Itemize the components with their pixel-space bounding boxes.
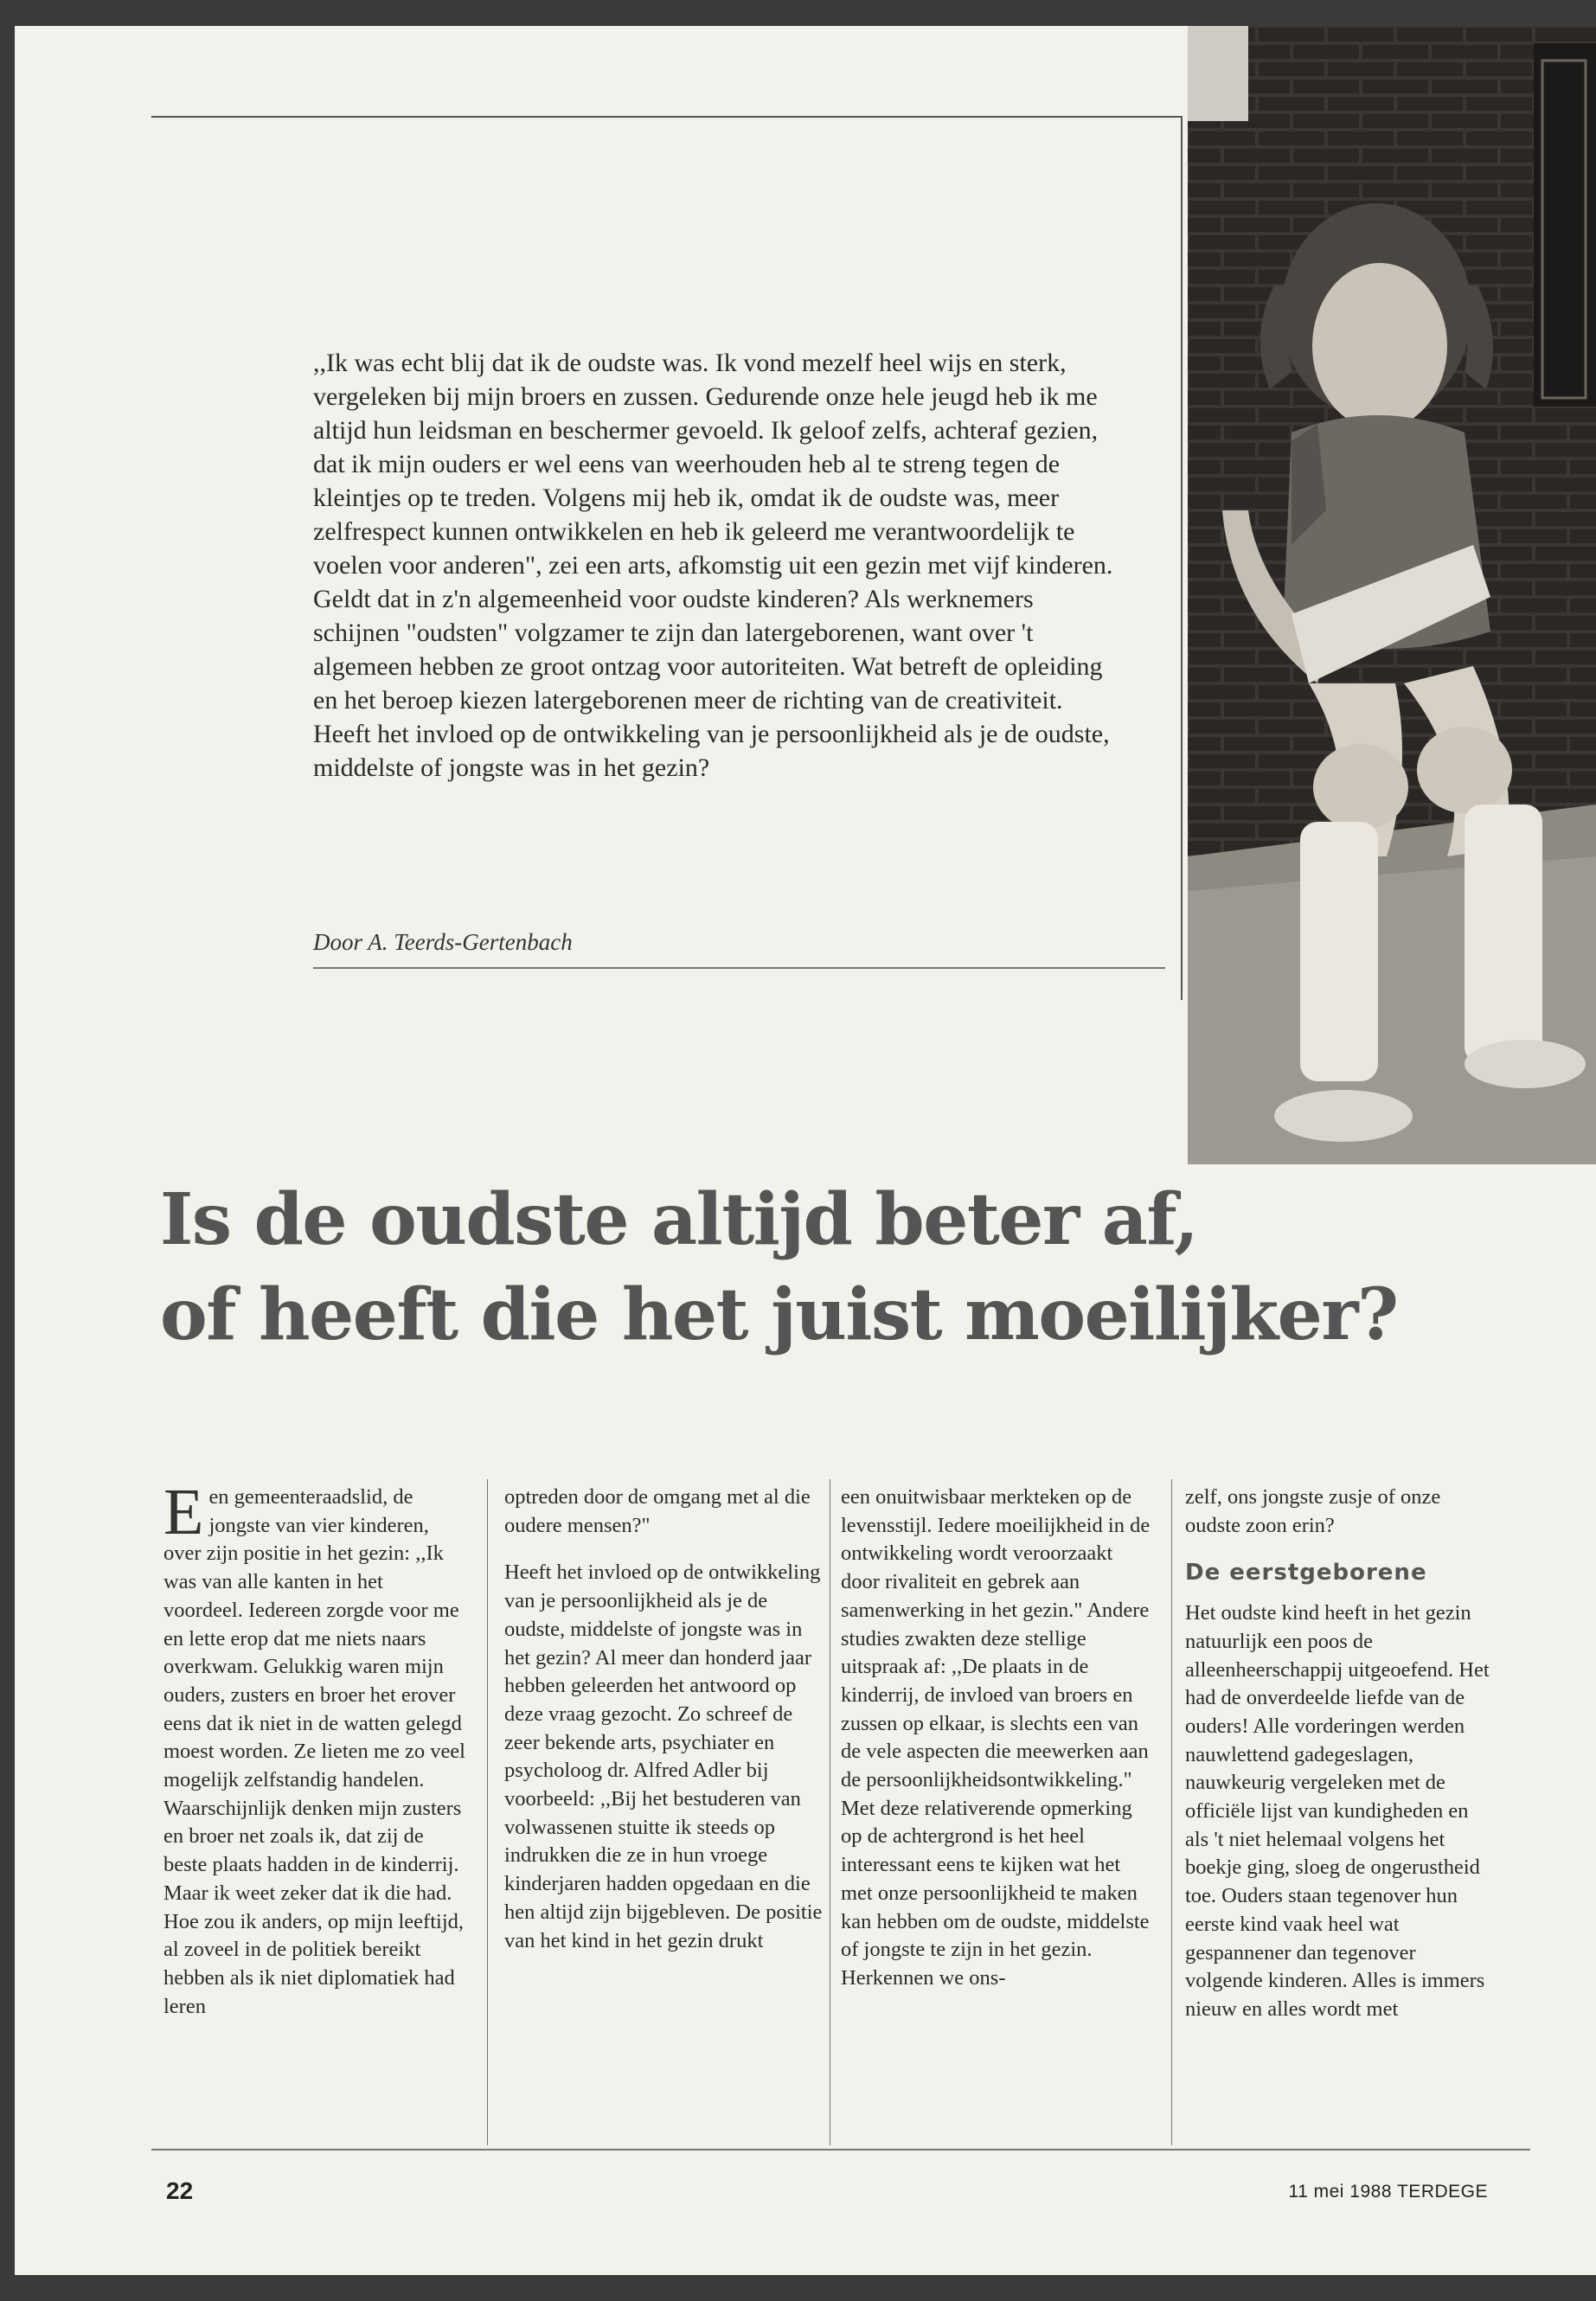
drop-cap: E — [163, 1484, 204, 1548]
photo-girl-reading — [1188, 26, 1596, 1164]
column-3-paragraph: een onuitwisbaar merkteken op de levensstijl. Iedere moeilijkheid in de ontwikkeling wordt veroorzaakt door rivaliteit en gebrek aan samenwerking in het gezin." Andere studies zwakten deze stellige uitspraak af: ,,De plaats in de kinderrij, de invloed van broers en zussen op elkaar, is slechts een van de vele aspecten die meewerken aan de persoonlijkheidsontwikkeling." Met deze relativerende opmerking op de achtergrond is het heel interessant eens te kijken wat het met onze persoonlijkheid te maken kan hebben om de oudste, middelste of jongste te zijn in het gezin. Herkennen we ons- — [841, 1485, 1151, 1990]
article-column-2 — [504, 1484, 823, 2141]
column-1-text: en gemeenteraadslid, de jongste van vier kinderen, over zijn positie in het gezin: ,,Ik was van alle kanten in het voordeel. Iedereen zorgde voor me en lette erop dat me niets naars overkwam. Gelukkig waren mijn ouders, zusters en broer het erover eens dat ik niet in de watten gelegd moest worden. Ze lieten me zo veel mogelijk zelfstandig handelen. Waarschijnlijk denken mijn zusters en broer net zoals ik, dat zij de beste plaats hadden in de kinderrij. Maar ik weet zeker dat ik die had. Hoe zou ik anders, op mijn leeftijd, al zoveel in de politiek bereikt hebben als ik niet diplomatiek had leren — [163, 1485, 465, 2018]
headline — [160, 1172, 1561, 1362]
column-divider — [487, 1479, 488, 2145]
page-number: 22 — [166, 2177, 194, 2204]
article-column-1 — [163, 1484, 466, 2141]
headline-line-1: Is de oudste altijd beter af, — [160, 1178, 1198, 1261]
intro-paragraph: ,,Ik was echt blij dat ik de oudste was. Ik vond mezelf heel wijs en sterk, vergeleken bij mijn broers en zussen. Gedurende onze hele jeugd heb ik me altijd hun leidsman en beschermer gevoeld. Ik geloof zelfs, achteraf gezien, dat ik mijn ouders er wel eens van weerhouden heb al te streng tegen de kleintjes op te treden. Volgens mij heb ik, omdat ik de oudste was, meer zelfrespect kunnen ontwikkelen en heb ik geleerd me verantwoordelijk te voelen voor anderen", zei een arts, afkomstig uit een gezin met vijf kinderen. Geldt dat in z'n algemeenheid voor oudste kinderen? Als werknemers schijnen "oudsten" volgzamer te zijn dan latergeborenen, want over 't algemeen hebben ze groot ontzag voor autoriteiten. Wat betreft de opleiding en het beroep kiezen latergeborenen meer de richting van de creativiteit. Heeft het invloed op de ontwikkeling van je persoonlijkheid als je de oudste, middelste of jongste was in het gezin? — [313, 349, 1113, 782]
headline-line-2: of heeft die het juist moeilijker? — [160, 1273, 1398, 1356]
article-column-3 — [841, 1484, 1151, 2141]
byline-divider — [313, 967, 1165, 969]
photo-illustration — [1188, 26, 1596, 1164]
column-1-paragraph — [163, 1484, 466, 2021]
footer-divider — [151, 2149, 1530, 2150]
column-4-paragraph-2: Het oudste kind heeft in het gezin natuurlijk een poos de alleenheerschappij uitgeoefend. Het had de onverdeelde liefde van de ouders! Alle vorderingen werden nauwlettend gadegeslagen, nauwkeurig vergeleken met de officiële lijst van kundigheden en als 't niet helemaal volgens het boekje ging, sloeg de ongerustheid toe. Ouders staan tegenover hun eerste kind vaak heel wat gespannener dan tegenover volgende kinderen. Alles is immers nieuw en alles wordt met — [1185, 1601, 1490, 2021]
byline: Door A. Teerds-Gertenbach — [313, 929, 573, 955]
column-divider — [1171, 1479, 1172, 2145]
intro-text — [313, 346, 1126, 785]
issue-date: 11 mei 1988 TERDEGE — [1288, 2182, 1488, 2202]
article-column-4 — [1185, 1484, 1495, 2141]
subheading-eerstgeborene: De eerstgeborene — [1185, 1560, 1427, 1586]
column-2-paragraph-2: Heeft het invloed op de ontwikkeling van je persoonlijkheid als je de oudste, middelste of jongste was in het gezin? Al meer dan honderd jaar hebben geleerden het antwoord op deze vraag gezocht. Zo schreef de zeer bekende arts, psychiater en psycholoog dr. Alfred Adler bij voorbeeld: ,,Bij het bestuderen van volwassenen stuitte ik steeds op indrukken die ze in hun vroege kinderjaren hadden opgedaan en die hen altijd zijn bijgebleven. De positie van het kind in het gezin drukt — [504, 1561, 823, 1952]
column-2-paragraph-1: optreden door de omgang met al die oudere mensen?" — [504, 1485, 811, 1537]
column-4-paragraph-1: zelf, ons jongste zusje of onze oudste zoon erin? — [1185, 1485, 1441, 1537]
magazine-page — [15, 26, 1596, 2275]
